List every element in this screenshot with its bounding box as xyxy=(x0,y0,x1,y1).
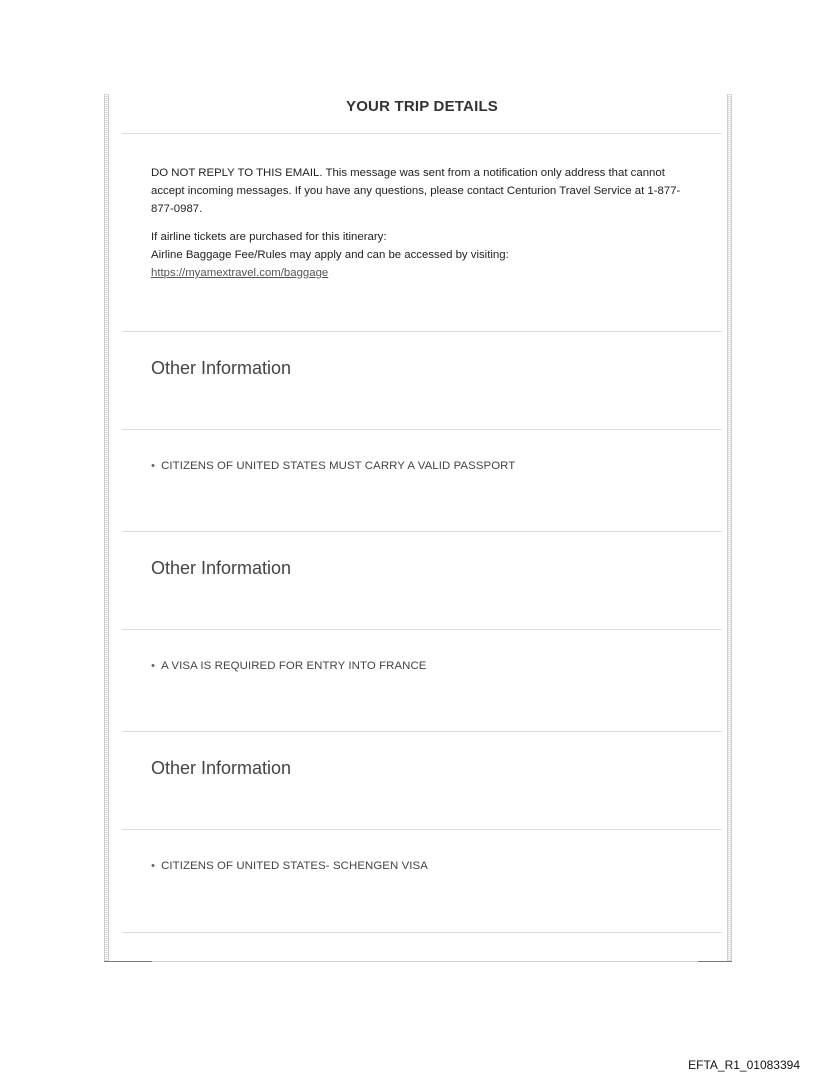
notice-block xyxy=(151,164,691,282)
info-item-3 xyxy=(151,860,428,872)
section-divider xyxy=(122,932,722,933)
section-divider xyxy=(122,331,722,332)
section-divider xyxy=(122,629,722,630)
document-id: EFTA_R1_01083394 xyxy=(688,1058,800,1072)
section-heading-1: Other Information xyxy=(151,358,292,378)
bullet-icon: • xyxy=(151,860,156,872)
section-divider xyxy=(122,731,722,732)
info-item-text: CITIZENS OF UNITED STATES MUST CARRY A VALID PASSPORT xyxy=(161,460,516,472)
info-item-text: A VISA IS REQUIRED FOR ENTRY INTO FRANCE xyxy=(161,660,427,672)
bullet-icon: • xyxy=(151,660,156,672)
info-item-2 xyxy=(151,660,427,672)
info-item-1 xyxy=(151,460,515,472)
section-divider xyxy=(122,429,722,430)
section-heading-2: Other Information xyxy=(151,558,292,578)
email-frame xyxy=(104,94,732,962)
section-divider xyxy=(122,531,722,532)
baggage-link[interactable]: https://myamextravel.com/baggage xyxy=(151,267,329,279)
do-not-reply-notice: DO NOT REPLY TO THIS EMAIL. This message was sent from a notification only address that cannot accept incoming messages. If you have any questions, please contact Centurion Travel Service at 1-877-877-0987. xyxy=(151,167,681,215)
baggage-line: Airline Baggage Fee/Rules may apply and can be accessed by visiting: xyxy=(151,249,509,261)
title-divider xyxy=(122,133,722,134)
section-divider xyxy=(122,829,722,830)
page-title: YOUR TRIP DETAILS xyxy=(345,98,499,115)
baggage-intro: If airline tickets are purchased for this itinerary: xyxy=(151,231,387,243)
email-content xyxy=(122,94,722,962)
info-item-text: CITIZENS OF UNITED STATES- SCHENGEN VISA xyxy=(161,860,428,872)
bullet-icon: • xyxy=(151,460,156,472)
frame-border-left xyxy=(104,94,109,962)
section-heading-3: Other Information xyxy=(151,758,292,778)
frame-border-right xyxy=(727,94,732,962)
